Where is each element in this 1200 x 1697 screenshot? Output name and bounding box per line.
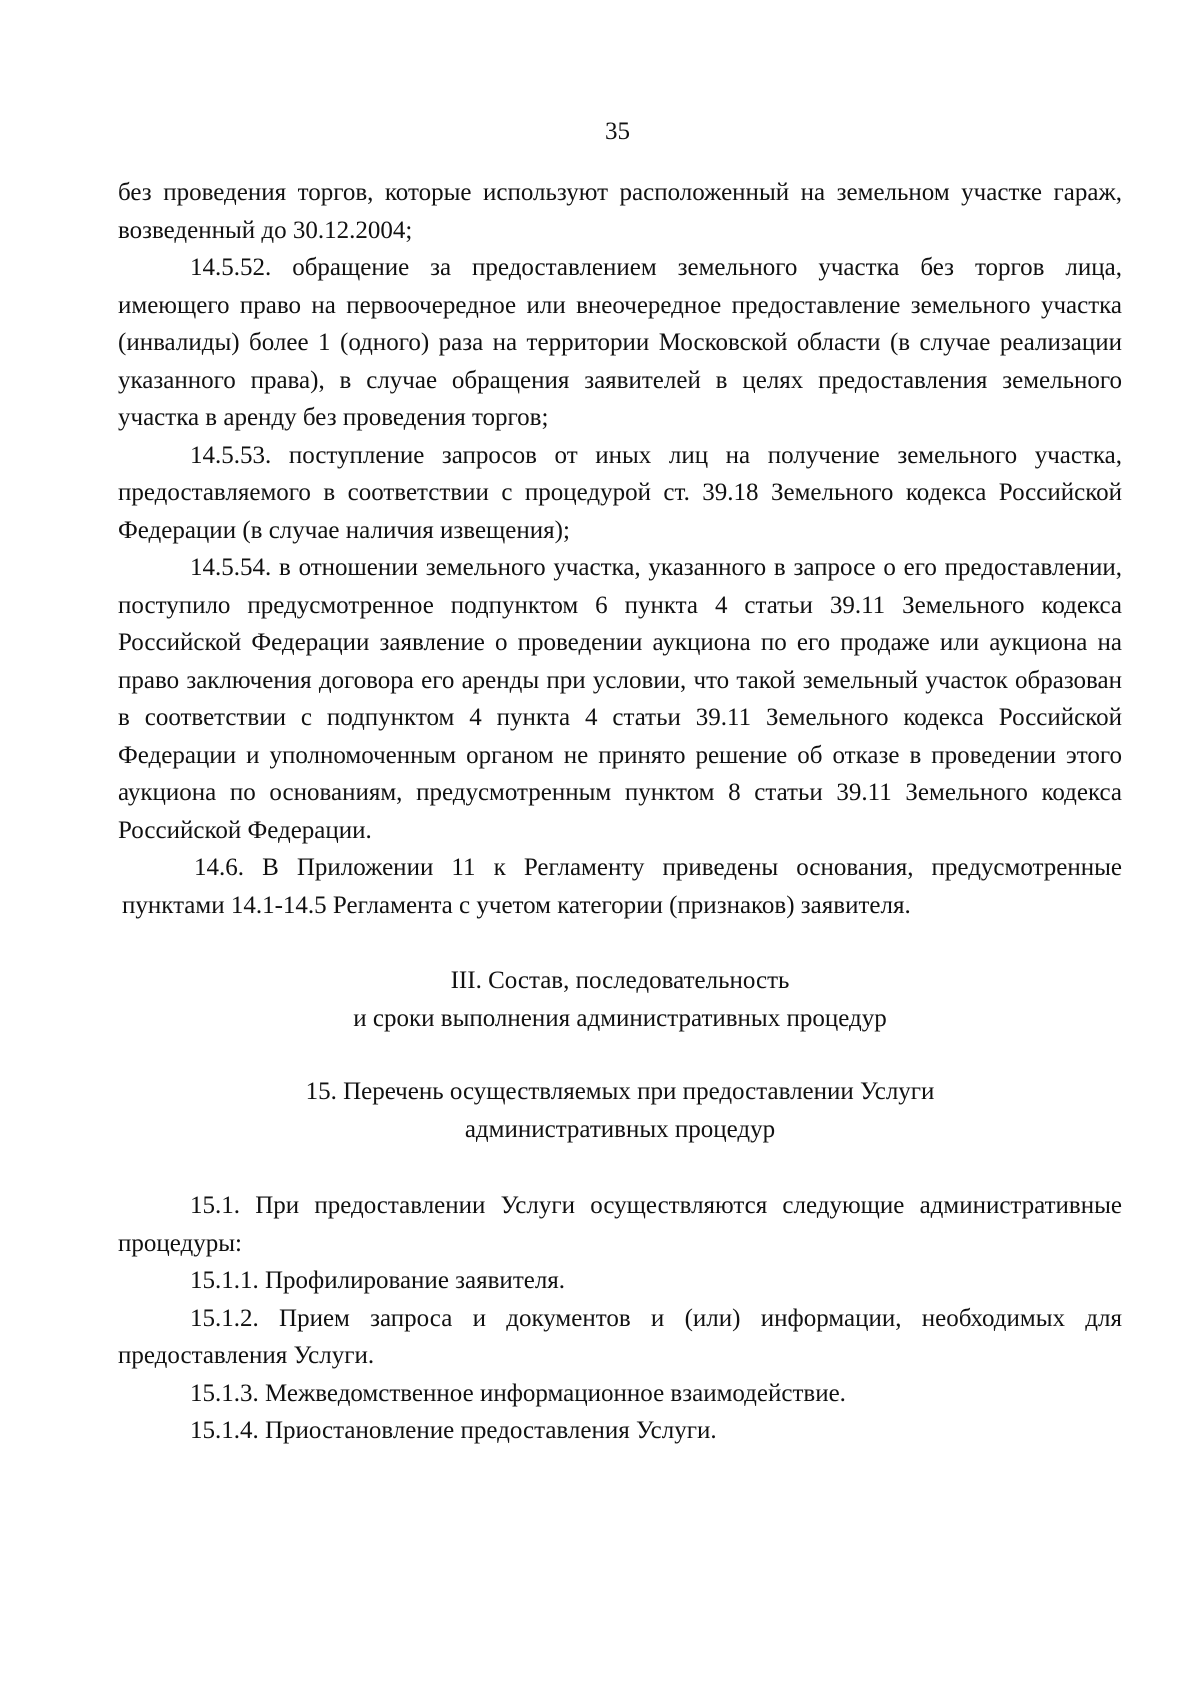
paragraph-14-5-53: 14.5.53. поступление запросов от иных лиц на получение земельного участка, предоставляемого в соответствии с процедурой ст. 39.18 Земельного кодекса Российской Федерации (в случае наличия извещения); — [118, 441, 1122, 544]
section-title — [118, 962, 1122, 1038]
section-title-line-2: и сроки выполнения административных процедур — [353, 1005, 887, 1032]
paragraph-14-6: 14.6. В Приложении 11 к Регламенту приведены основания, предусмотренные пунктами 14.1-14.5 Регламента с учетом категории (признаков) заявителя. — [122, 854, 1122, 919]
subsection-title-line-1: 15. Перечень осуществляемых при предоставлении Услуги — [305, 1078, 935, 1105]
paragraph-15-1-3: 15.1.3. Межведомственное информационное взаимодействие. — [190, 1379, 846, 1407]
page-number: 35 — [605, 118, 630, 145]
paragraph-15-1-1: 15.1.1. Профилирование заявителя. — [190, 1267, 566, 1294]
subsection-title-line-2: административных процедур — [464, 1116, 776, 1143]
subsection-title — [118, 1073, 1122, 1149]
paragraph-14-5-52: 14.5.52. обращение за предоставлением земельного участка без торгов лица, имеющего право на первоочередное или внеочередное предоставление земельного участка (инвалиды) более 1 (одного) раза на территории Московской области (в случае реализации указанного права), в случае обращения заявителей в целях предоставления земельного участка в аренду без проведения торгов; — [118, 254, 1122, 431]
section-title-line-1: III. Состав, последовательность — [450, 967, 790, 994]
paragraph-continuation: без проведения торгов, которые используют расположенный на земельном участке гараж, возведенный до 30.12.2004; — [118, 179, 1122, 244]
paragraph-15-1-4: 15.1.4. Приостановление предоставления Услуги. — [190, 1417, 717, 1444]
paragraph-15-1-2: 15.1.2. Прием запроса и документов и (или) информации, необходимых для предоставления Услуги. — [118, 1304, 1122, 1369]
paragraph-14-5-54: 14.5.54. в отношении земельного участка, указанного в запросе о его предоставлении, поступило предусмотренное подпунктом 6 пункта 4 статьи 39.11 Земельного кодекса Российской Федерации заявление о проведении аукциона по его продаже или аукциона на право заключения договора его аренды при условии, что такой земельный участок образован в соответствии с подпунктом 4 пункта 4 статьи 39.11 Земельного кодекса Российской Федерации и уполномоченным органом не принято решение об отказе в проведении этого аукциона по основаниям, предусмотренным пунктом 8 статьи 39.11 Земельного кодекса Российской Федерации. — [118, 554, 1122, 844]
paragraph-15-1: 15.1. При предоставлении Услуги осуществляются следующие административные процедуры: — [118, 1192, 1122, 1257]
document-body — [118, 174, 1122, 1450]
